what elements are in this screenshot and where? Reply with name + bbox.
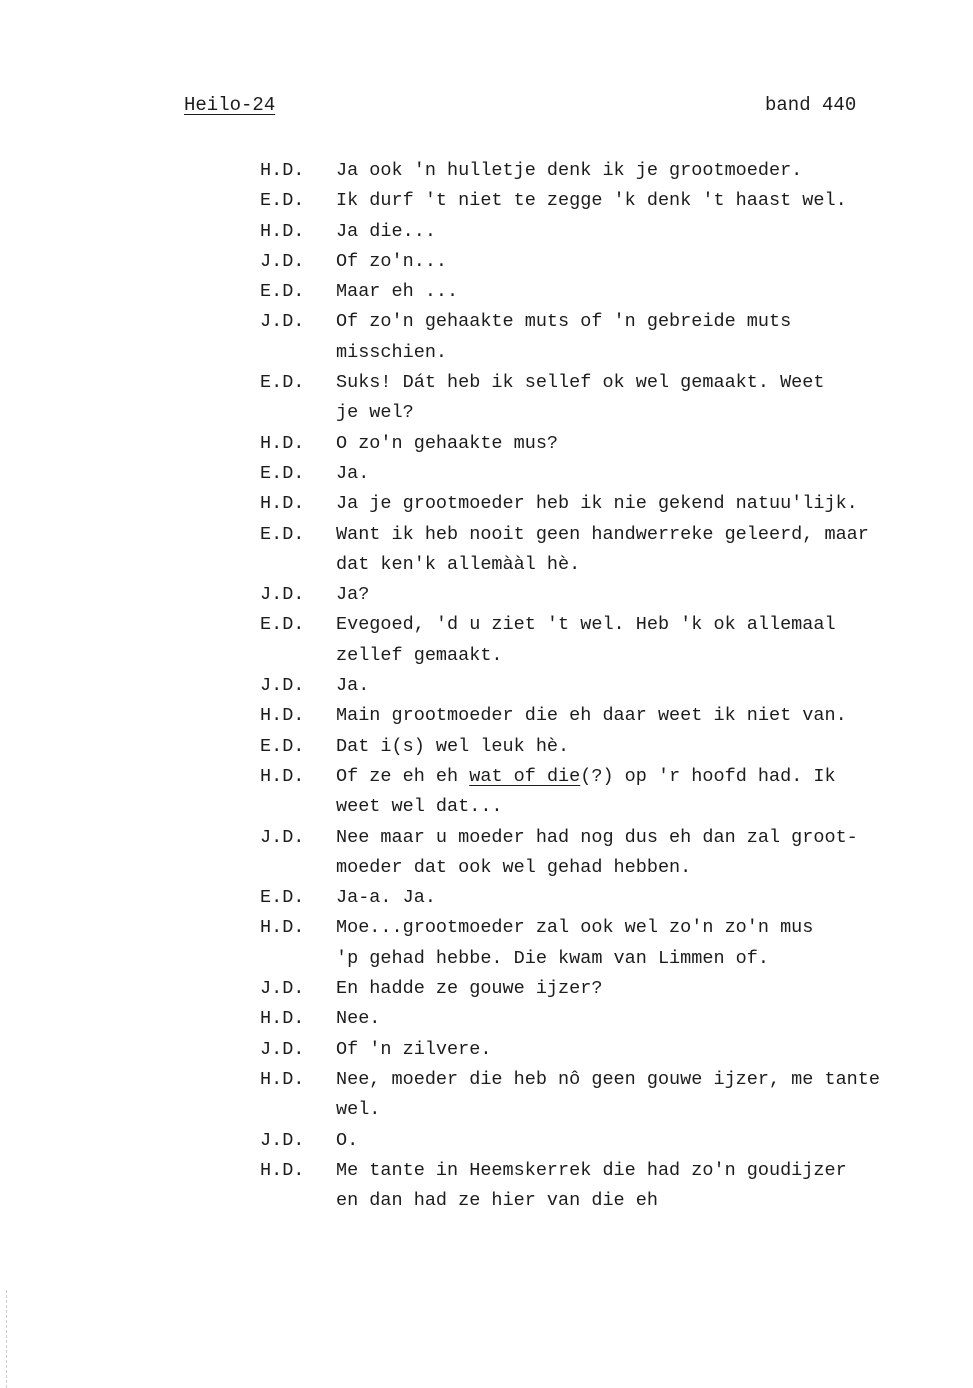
speaker-label: H.D. (260, 705, 305, 727)
utterance-line: Me tante in Heemskerrek die had zo'n goudijzer (336, 1159, 847, 1181)
utterance-text (336, 1035, 946, 1065)
transcript-turn (260, 610, 950, 671)
utterance-line: misschien. (336, 341, 448, 363)
utterance-line: O zo'n gehaakte mus? (336, 432, 559, 454)
transcript-turn (260, 277, 950, 307)
speaker-label: H.D. (260, 493, 305, 515)
utterance-text (336, 671, 946, 701)
utterance-text (336, 823, 946, 884)
utterance-line: Ja. (336, 675, 370, 697)
transcript (260, 156, 950, 1216)
transcript-turn (260, 762, 950, 823)
transcript-turn (260, 913, 950, 974)
utterance-line: Of zo'n gehaakte muts of 'n gebreide muts (336, 311, 792, 333)
utterance-line: Dat i(s) wel leuk hè. (336, 735, 570, 757)
speaker-label: H.D. (260, 1068, 305, 1090)
utterance-line: En hadde ze gouwe ijzer? (336, 978, 603, 1000)
speaker-label: E.D. (260, 887, 305, 909)
utterance-line: en dan had ze hier van die eh (336, 1190, 658, 1212)
utterance-text (336, 1156, 946, 1217)
utterance-line: O. (336, 1129, 359, 1151)
utterance-text (336, 217, 946, 247)
utterance-line: Main grootmoeder die eh daar weet ik niet van. (336, 705, 847, 727)
transcript-turn (260, 217, 950, 247)
utterance-text (336, 913, 946, 974)
utterance-line: Of 'n zilvere. (336, 1038, 492, 1060)
utterance-line: Moe...grootmoeder zal ook wel zo'n zo'n mus (336, 917, 814, 939)
speaker-label: J.D. (260, 978, 305, 1000)
utterance-text (336, 580, 946, 610)
speaker-label: E.D. (260, 281, 305, 303)
speaker-label: J.D. (260, 826, 305, 848)
utterance-line: Ja die... (336, 220, 436, 242)
speaker-label: J.D. (260, 675, 305, 697)
speaker-label: J.D. (260, 584, 305, 606)
transcript-turn (260, 186, 950, 216)
utterance-text (336, 701, 946, 731)
utterance-line: 'p gehad hebbe. Die kwam van Limmen of. (336, 947, 769, 969)
speaker-label: J.D. (260, 311, 305, 333)
utterance-line: wel. (336, 1099, 381, 1121)
utterance-segment: (?) op 'r hoofd had. Ik (580, 765, 836, 787)
utterance-segment: Of ze eh eh (336, 765, 470, 787)
utterance-text (336, 307, 946, 368)
utterance-line: weet wel dat... (336, 796, 503, 818)
header-tape-number: band 440 (765, 94, 857, 116)
utterance-line: Ja-a. Ja. (336, 887, 436, 909)
transcript-turn (260, 459, 950, 489)
utterance-line: Ja? (336, 584, 370, 606)
utterance-text (336, 489, 946, 519)
margin-mark (6, 1290, 7, 1388)
speaker-label: E.D. (260, 462, 305, 484)
transcript-turn (260, 247, 950, 277)
utterance-line: je wel? (336, 402, 414, 424)
utterance-line: dat ken'k allemààl hè. (336, 553, 581, 575)
utterance-line: Ja je grootmoeder heb ik nie gekend natuu'lijk. (336, 493, 858, 515)
utterance-text (336, 277, 946, 307)
transcript-turn (260, 732, 950, 762)
transcript-turn (260, 580, 950, 610)
transcript-turn (260, 307, 950, 368)
utterance-text (336, 459, 946, 489)
utterance-text (336, 429, 946, 459)
speaker-label: E.D. (260, 523, 305, 545)
transcript-turn (260, 701, 950, 731)
utterance-text (336, 1004, 946, 1034)
speaker-label: H.D. (260, 220, 305, 242)
utterance-text (336, 520, 946, 581)
transcript-turn (260, 1004, 950, 1034)
speaker-label: H.D. (260, 160, 305, 181)
utterance-text (336, 610, 946, 671)
utterance-line: moeder dat ook wel gehad hebben. (336, 856, 692, 878)
transcript-turn (260, 368, 950, 429)
utterance-line: Maar eh ... (336, 281, 459, 303)
transcript-turn (260, 1035, 950, 1065)
utterance-line (336, 762, 946, 792)
speaker-label: H.D. (260, 765, 305, 787)
transcript-turn (260, 883, 950, 913)
speaker-label: E.D. (260, 372, 305, 394)
utterance-line: Nee. (336, 1008, 381, 1030)
header-title: Heilo-24 (184, 94, 276, 116)
transcript-turn (260, 823, 950, 884)
utterance-text (336, 883, 946, 913)
utterance-line: Ja ook 'n hulletje denk ik je grootmoeder. (336, 160, 803, 181)
speaker-label: E.D. (260, 735, 305, 757)
speaker-label: H.D. (260, 432, 305, 454)
speaker-label: H.D. (260, 917, 305, 939)
transcript-turn (260, 974, 950, 1004)
utterance-text (336, 156, 946, 186)
utterance-text (336, 186, 946, 216)
utterance-text (336, 368, 946, 429)
utterance-text (336, 732, 946, 762)
transcript-turn (260, 671, 950, 701)
speaker-label: H.D. (260, 1159, 305, 1181)
utterance-text (336, 1126, 946, 1156)
utterance-line: Suks! Dát heb ik sellef ok wel gemaakt. Weet (336, 372, 825, 394)
utterance-line: zellef gemaakt. (336, 644, 503, 666)
utterance-text (336, 974, 946, 1004)
transcript-turn (260, 429, 950, 459)
transcript-turn (260, 156, 950, 186)
utterance-line: Nee, moeder die heb nô geen gouwe ijzer, me tante (336, 1068, 880, 1090)
underlined-phrase: wat of die (469, 765, 581, 787)
transcript-turn (260, 1126, 950, 1156)
utterance-text (336, 762, 946, 823)
speaker-label: J.D. (260, 1038, 305, 1060)
utterance-line: Of zo'n... (336, 250, 448, 272)
speaker-label: E.D. (260, 190, 305, 212)
speaker-label: J.D. (260, 250, 305, 272)
utterance-line: Evegoed, 'd u ziet 't wel. Heb 'k ok allemaal (336, 614, 836, 636)
speaker-label: J.D. (260, 1129, 305, 1151)
speaker-label: E.D. (260, 614, 305, 636)
utterance-line: Ik durf 't niet te zegge 'k denk 't haast wel. (336, 190, 847, 212)
transcript-turn (260, 1065, 950, 1126)
utterance-line: Want ik heb nooit geen handwerreke geleerd, maar (336, 523, 869, 545)
transcript-turn (260, 489, 950, 519)
transcript-turn (260, 1156, 950, 1217)
utterance-line: Ja. (336, 462, 370, 484)
utterance-text (336, 1065, 946, 1126)
speaker-label: H.D. (260, 1008, 305, 1030)
transcript-turn (260, 520, 950, 581)
utterance-text (336, 247, 946, 277)
utterance-line: Nee maar u moeder had nog dus eh dan zal groot- (336, 826, 858, 848)
